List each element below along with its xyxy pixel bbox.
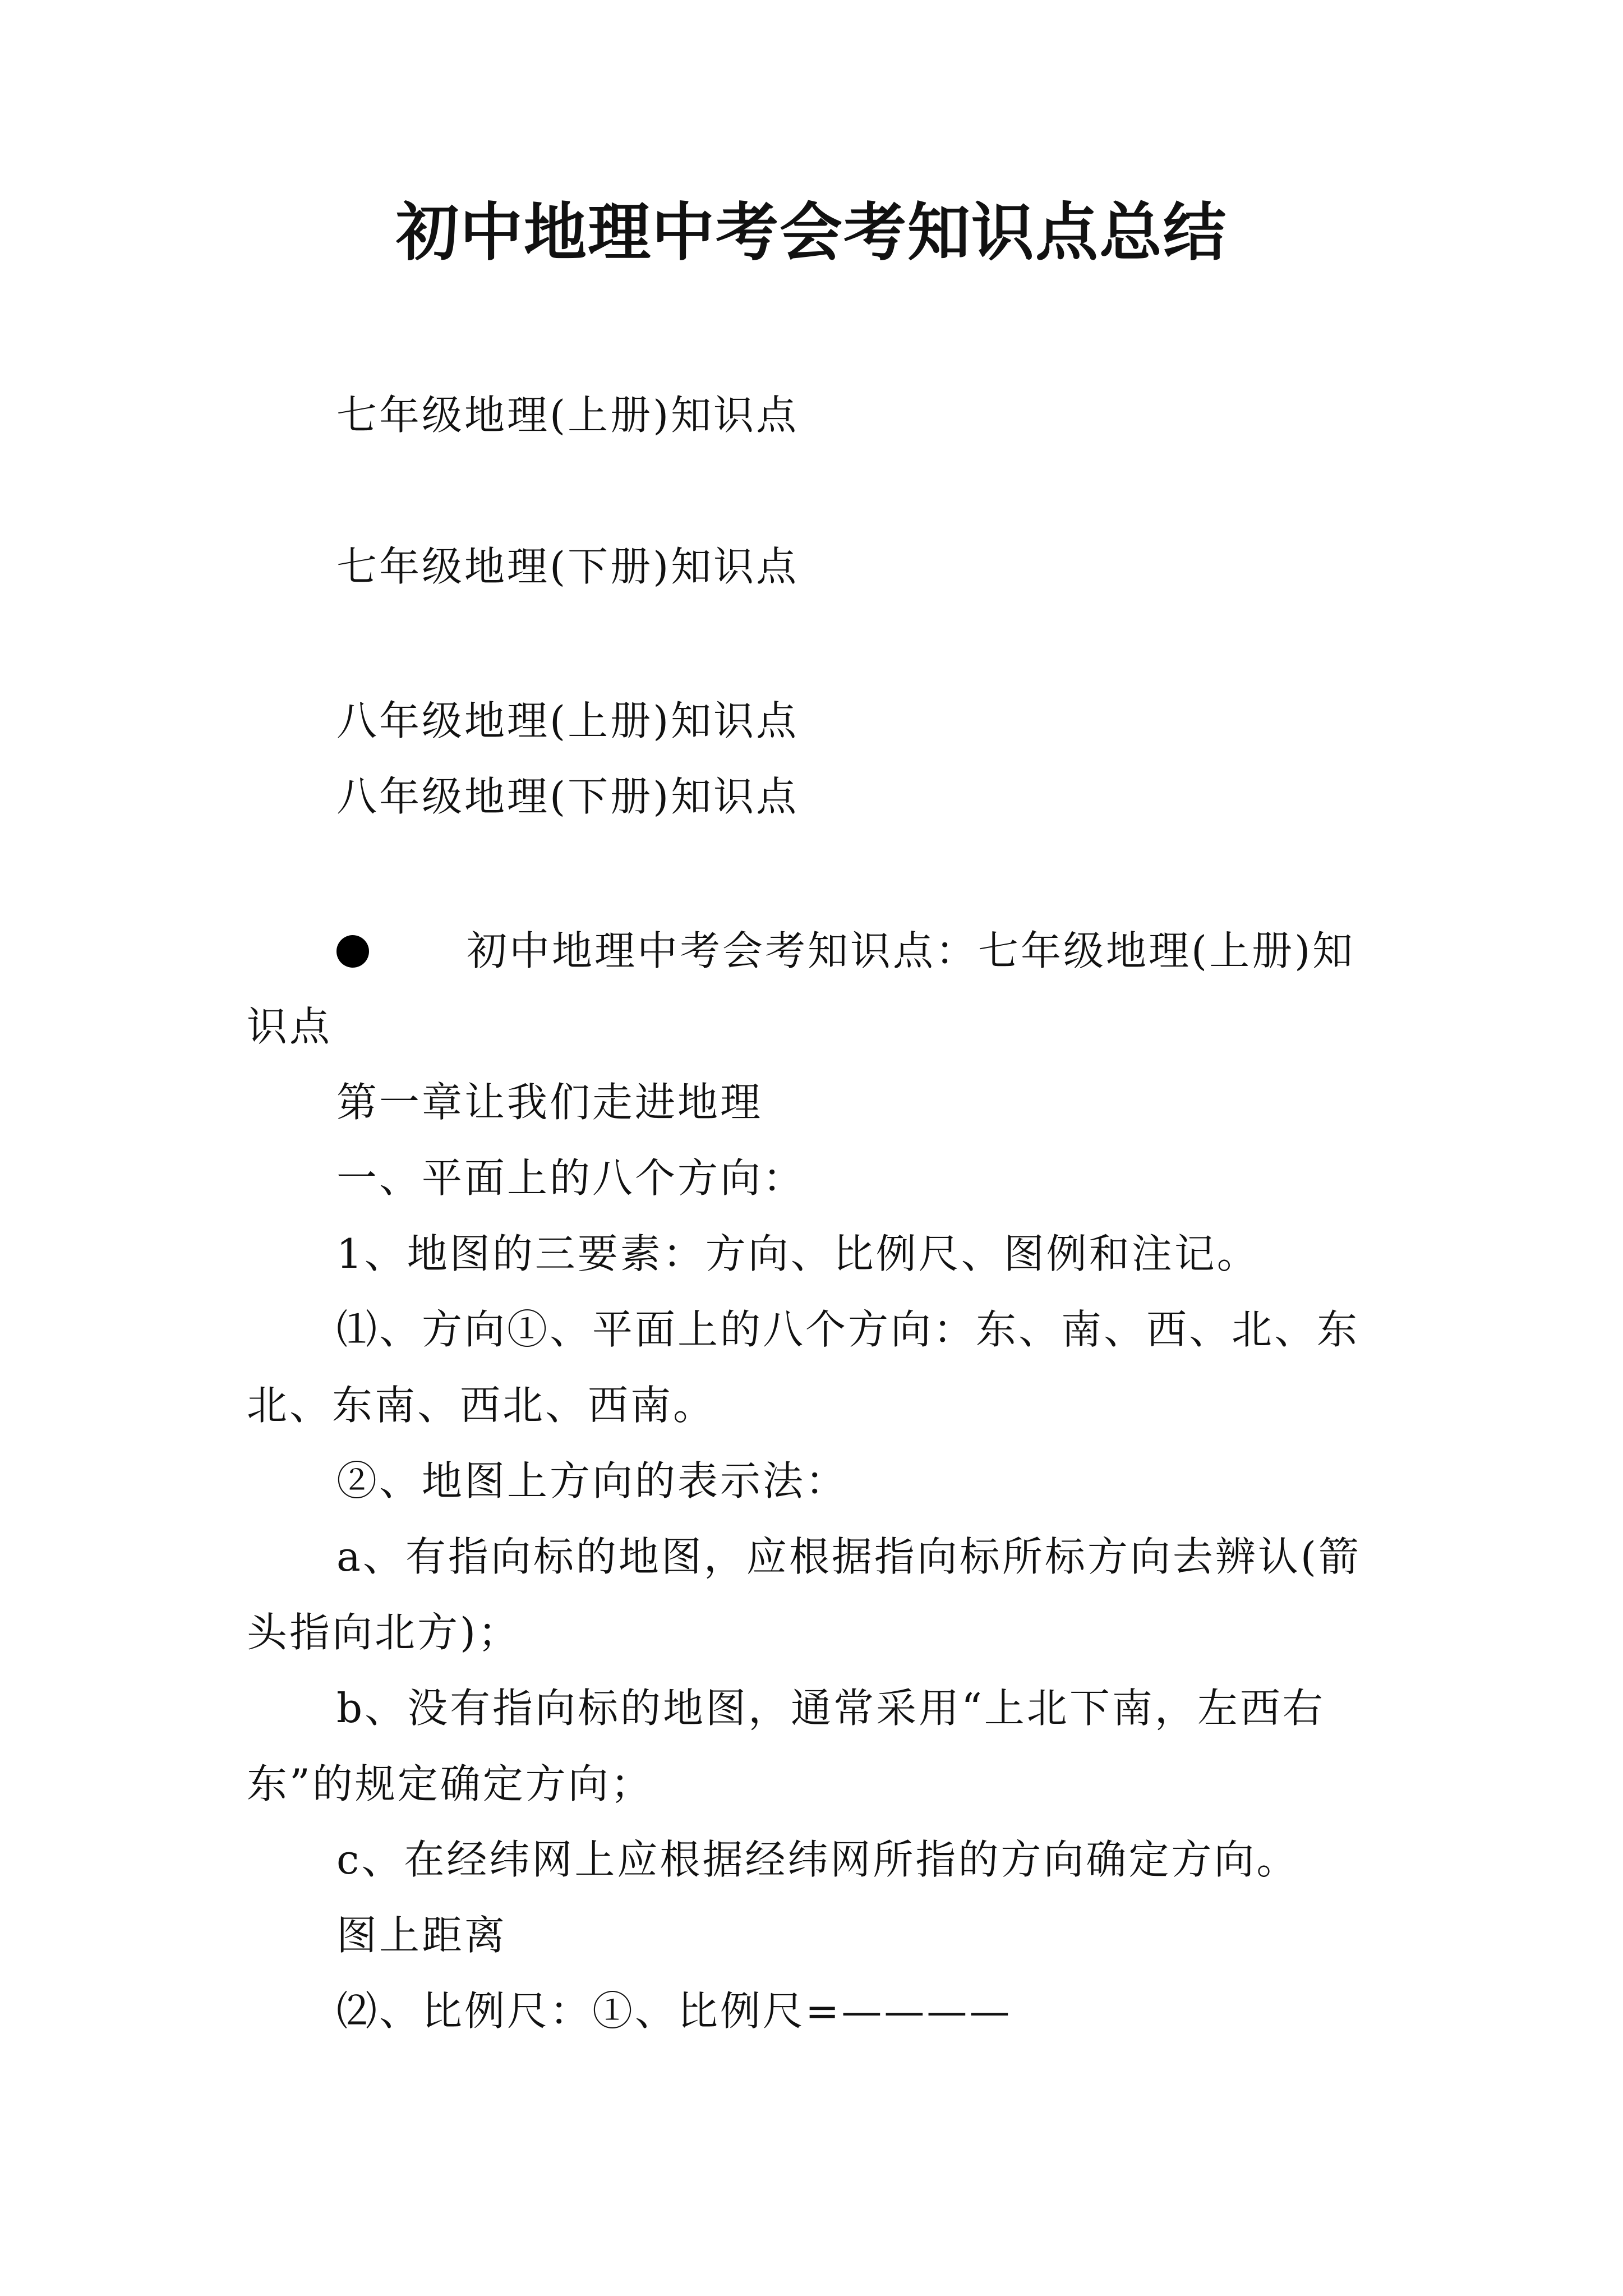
paragraph-item-b-line2: 东”的规定确定方向； xyxy=(247,1760,653,1807)
toc-item-grade7-vol1: 七年级地理(上册)知识点 xyxy=(336,392,799,439)
paragraph-item-b-line1: b、没有指向标的地图，通常采用“上北下南，左西右 xyxy=(336,1685,1325,1732)
toc-item-grade8-vol1: 八年级地理(上册)知识点 xyxy=(336,697,799,744)
section-heading: 一、平面上的八个方向： xyxy=(336,1154,806,1202)
paragraph-map-distance: 图上距离 xyxy=(336,1912,508,1959)
paragraph-item-a-line2: 头指向北方)； xyxy=(247,1609,521,1656)
paragraph-map-elements: 1、地图的三要素：方向、比例尺、图例和注记。 xyxy=(336,1230,1260,1277)
paragraph-item-c: c、在经纬网上应根据经纬网所指的方向确定方向。 xyxy=(336,1836,1299,1883)
paragraph-directions-line2: 北、东南、西北、西南。 xyxy=(247,1382,716,1429)
paragraph-directions-line1: ⑴、方向①、平面上的八个方向：东、南、西、北、东 xyxy=(336,1306,1360,1353)
toc-item-grade7-vol2: 七年级地理(下册)知识点 xyxy=(336,543,799,590)
bullet-heading-continuation: 识点 xyxy=(247,1003,333,1050)
bullet-heading xyxy=(336,923,1380,979)
document-title: 初中地理中考会考知识点总结 xyxy=(396,196,1227,269)
bullet-dot-icon xyxy=(336,935,369,968)
toc-item-grade8-vol2: 八年级地理(下册)知识点 xyxy=(336,773,799,820)
paragraph-direction-methods: ②、地图上方向的表示法： xyxy=(336,1457,849,1504)
chapter-heading: 第一章让我们走进地理 xyxy=(336,1079,763,1126)
bullet-heading-text: 初中地理中考会考知识点：七年级地理(上册)知 xyxy=(467,927,1355,974)
paragraph-item-a-line1: a、有指向标的地图，应根据指向标所标方向去辨认(箭 xyxy=(336,1533,1362,1580)
paragraph-scale: ⑵、比例尺：①、比例尺=———— xyxy=(336,1987,1012,2035)
